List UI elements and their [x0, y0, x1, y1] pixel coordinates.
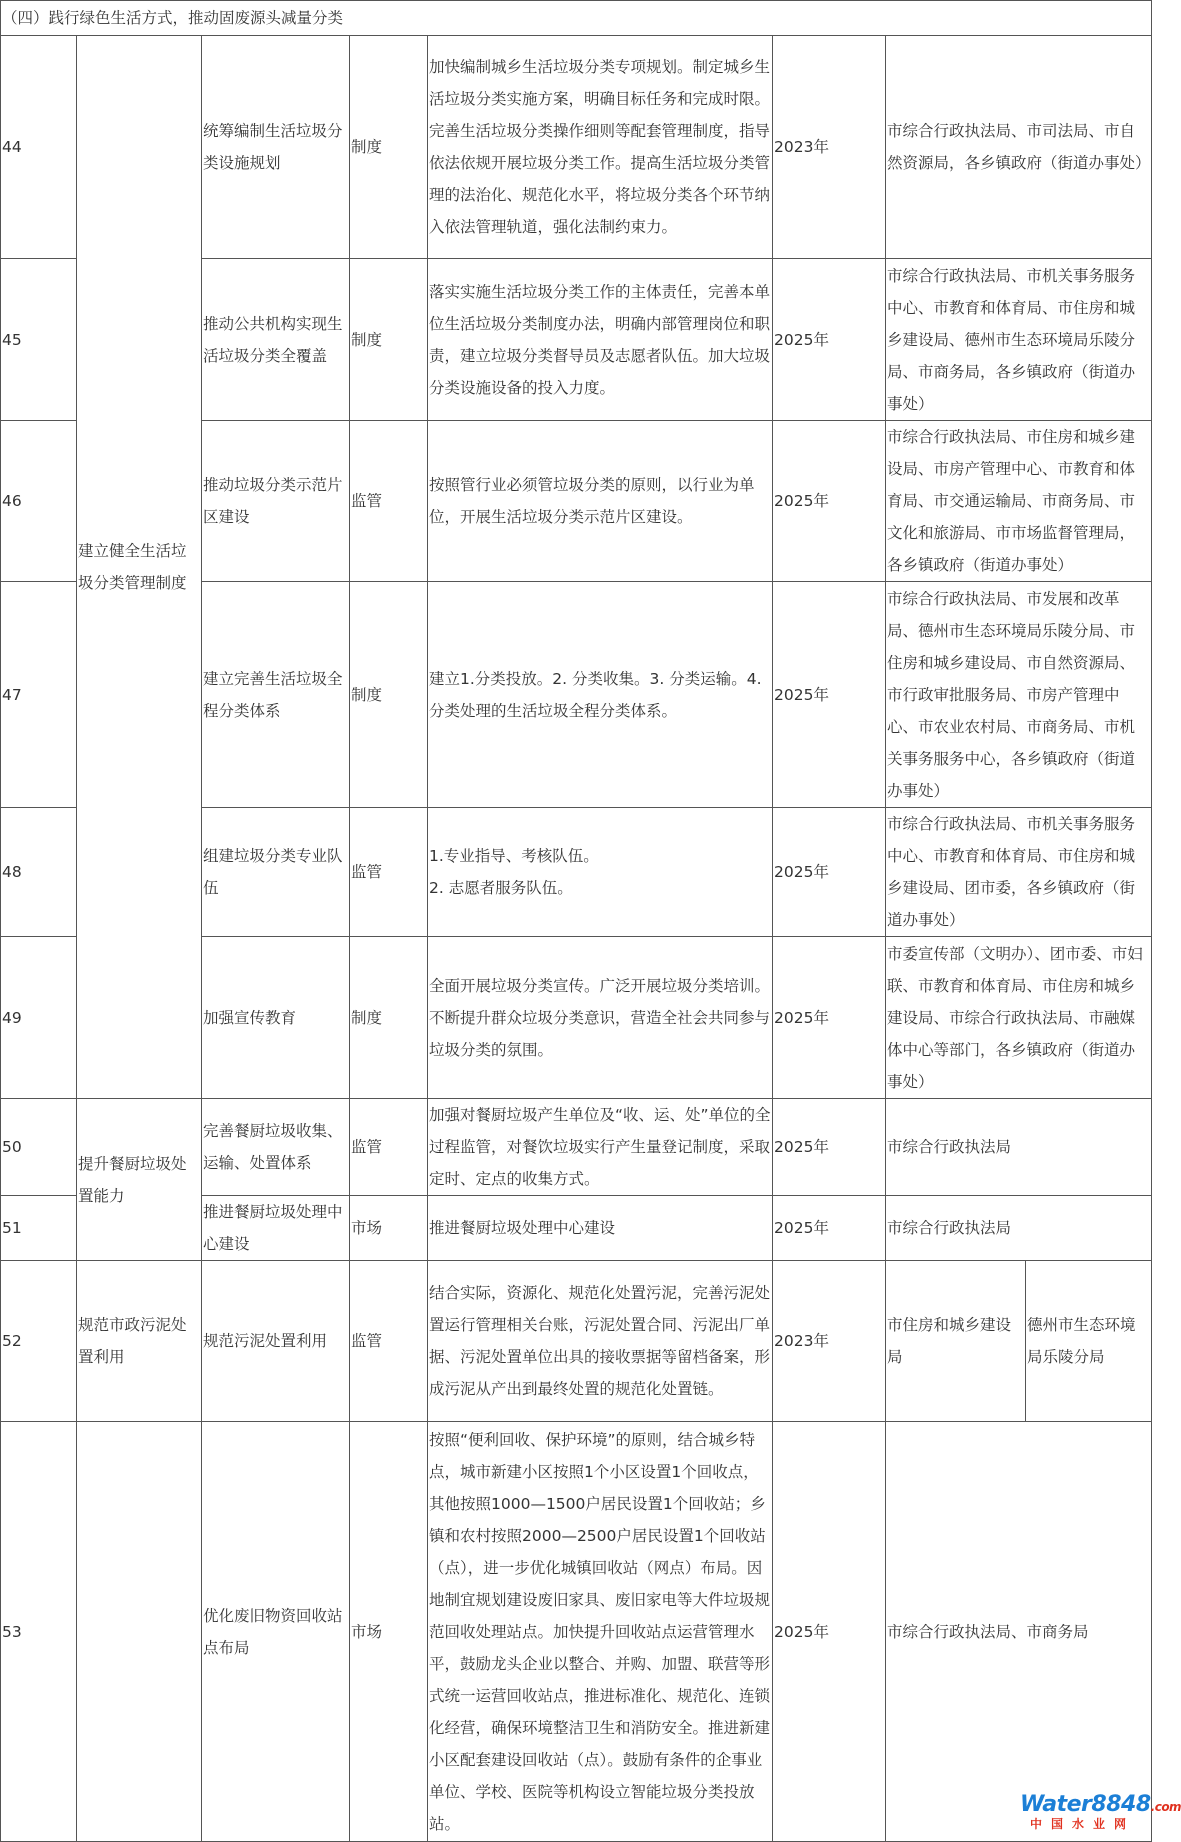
category-cell — [77, 1422, 202, 1842]
row-number: 50 — [1, 1099, 77, 1196]
year-cell: 2025年 — [773, 1422, 886, 1842]
row-number: 53 — [1, 1422, 77, 1842]
content-line: 2. 志愿者服务队伍。 — [429, 879, 573, 897]
type-cell: 制度 — [350, 36, 428, 259]
task-cell: 推动垃圾分类示范片区建设 — [202, 421, 350, 582]
year-cell: 2023年 — [773, 36, 886, 259]
departments-cell: 市委宣传部（文明办）、团市委、市妇联、市教育和体育局、市住房和城乡建设局、市综合行政执法局、市融媒体中心等部门，各乡镇政府（街道办事处） — [886, 937, 1152, 1099]
row-number: 46 — [1, 421, 77, 582]
category-cell: 提升餐厨垃圾处置能力 — [77, 1099, 202, 1261]
task-cell: 优化废旧物资回收站点布局 — [202, 1422, 350, 1842]
content-cell: 推进餐厨垃圾处理中心建设 — [428, 1196, 773, 1261]
task-cell: 完善餐厨垃圾收集、运输、处置体系 — [202, 1099, 350, 1196]
departments-cell: 市综合行政执法局、市发展和改革局、德州市生态环境局乐陵分局、市住房和城乡建设局、市自然资源局、市行政审批服务局、市房产管理中心、市农业农村局、市商务局、市机关事务服务中心，各乡镇政府（街道办事处） — [886, 582, 1152, 808]
row-number: 48 — [1, 808, 77, 937]
departments-cell: 市综合行政执法局、市商务局 — [886, 1422, 1152, 1842]
departments-cell: 市综合行政执法局、市司法局、市自然资源局，各乡镇政府（街道办事处） — [886, 36, 1152, 259]
departments-cell: 市住房和城乡建设局 — [886, 1261, 1026, 1422]
content-cell: 全面开展垃圾分类宣传。广泛开展垃圾分类培训。不断提升群众垃圾分类意识，营造全社会共同参与垃圾分类的氛围。 — [428, 937, 773, 1099]
watermark-brand: Water8848.com — [1020, 1792, 1181, 1817]
type-cell: 制度 — [350, 582, 428, 808]
category-cell: 规范市政污泥处置利用 — [77, 1261, 202, 1422]
type-cell: 市场 — [350, 1422, 428, 1842]
task-cell: 组建垃圾分类专业队伍 — [202, 808, 350, 937]
row-number: 47 — [1, 582, 77, 808]
year-cell: 2025年 — [773, 259, 886, 421]
task-cell: 统筹编制生活垃圾分类设施规划 — [202, 36, 350, 259]
year-cell: 2025年 — [773, 1099, 886, 1196]
content-cell: 按照管行业必须管垃圾分类的原则，以行业为单位，开展生活垃圾分类示范片区建设。 — [428, 421, 773, 582]
task-cell: 加强宣传教育 — [202, 937, 350, 1099]
task-cell: 建立完善生活垃圾全程分类体系 — [202, 582, 350, 808]
type-cell: 监管 — [350, 1261, 428, 1422]
task-cell: 推动公共机构实现生活垃圾分类全覆盖 — [202, 259, 350, 421]
row-number: 52 — [1, 1261, 77, 1422]
content-cell — [428, 808, 773, 937]
content-cell: 建立1.分类投放。2. 分类收集。3. 分类运输。4. 分类处理的生活垃圾全程分类体系。 — [428, 582, 773, 808]
content-cell: 落实实施生活垃圾分类工作的主体责任，完善本单位生活垃圾分类制度办法，明确内部管理岗位和职责，建立垃圾分类督导员及志愿者队伍。加大垃圾分类设施设备的投入力度。 — [428, 259, 773, 421]
table-row — [1, 36, 1152, 259]
table-row — [1, 1099, 1152, 1196]
year-cell: 2025年 — [773, 582, 886, 808]
row-number: 51 — [1, 1196, 77, 1261]
watermark-logo — [1020, 1792, 1181, 1832]
year-cell: 2025年 — [773, 1196, 886, 1261]
row-number: 49 — [1, 937, 77, 1099]
table-row — [1, 1261, 1152, 1422]
year-cell: 2025年 — [773, 808, 886, 937]
departments-cell: 市综合行政执法局、市住房和城乡建设局、市房产管理中心、市教育和体育局、市交通运输局、市商务局、市文化和旅游局、市市场监督管理局，各乡镇政府（街道办事处） — [886, 421, 1152, 582]
departments-cell: 市综合行政执法局、市机关事务服务中心、市教育和体育局、市住房和城乡建设局、团市委，各乡镇政府（街道办事处） — [886, 808, 1152, 937]
departments-cell: 市综合行政执法局、市机关事务服务中心、市教育和体育局、市住房和城乡建设局、德州市生态环境局乐陵分局、市商务局，各乡镇政府（街道办事处） — [886, 259, 1152, 421]
content-line: 1.专业指导、考核队伍。 — [429, 847, 599, 865]
type-cell: 监管 — [350, 421, 428, 582]
type-cell: 制度 — [350, 259, 428, 421]
type-cell: 制度 — [350, 937, 428, 1099]
task-cell: 规范污泥处置利用 — [202, 1261, 350, 1422]
type-cell: 监管 — [350, 808, 428, 937]
departments-cell: 市综合行政执法局 — [886, 1196, 1152, 1261]
content-cell: 加强对餐厨垃圾产生单位及“收、运、处”单位的全过程监管，对餐饮垃圾实行产生量登记制度，采取定时、定点的收集方式。 — [428, 1099, 773, 1196]
departments-cell: 市综合行政执法局 — [886, 1099, 1152, 1196]
year-cell: 2023年 — [773, 1261, 886, 1422]
content-cell: 结合实际，资源化、规范化处置污泥，完善污泥处置运行管理相关台账，污泥处置合同、污泥出厂单据、污泥处置单位出具的接收票据等留档备案，形成污泥从产出到最终处置的规范化处置链。 — [428, 1261, 773, 1422]
content-cell: 按照“便利回收、保护环境”的原则，结合城乡特点，城市新建小区按照1个小区设置1个回收点，其他按照1000—1500户居民设置1个回收站；乡镇和农村按照2000—2500户居民设置1个回收站（点），进一步优化城镇回收站（网点）布局。因地制宜规划建设废旧家具、废旧家电等大件垃圾规范回收处理站点。加快提升回收站点运营管理水平，鼓励龙头企业以整合、并购、加盟、联营等形式统一运营回收站点，推进标准化、规范化、连锁化经营，确保环境整洁卫生和消防安全。推进新建小区配套建设回收站（点）。鼓励有条件的企事业单位、学校、医院等机构设立智能垃圾分类投放站。 — [428, 1422, 773, 1842]
row-number: 44 — [1, 36, 77, 259]
year-cell: 2025年 — [773, 937, 886, 1099]
section-title: （四）践行绿色生活方式，推动固废源头减量分类 — [1, 1, 1152, 36]
table-row — [1, 1422, 1152, 1842]
watermark-cn: 中国水业网 — [1029, 1817, 1135, 1831]
departments-extra-cell: 德州市生态环境局乐陵分局 — [1026, 1261, 1152, 1422]
section-header-row — [1, 1, 1152, 36]
type-cell: 市场 — [350, 1196, 428, 1261]
year-cell: 2025年 — [773, 421, 886, 582]
task-cell: 推进餐厨垃圾处理中心建设 — [202, 1196, 350, 1261]
category-cell: 建立健全生活垃圾分类管理制度 — [77, 36, 202, 1099]
type-cell: 监管 — [350, 1099, 428, 1196]
row-number: 45 — [1, 259, 77, 421]
content-cell: 加快编制城乡生活垃圾分类专项规划。制定城乡生活垃圾分类实施方案，明确目标任务和完成时限。完善生活垃圾分类操作细则等配套管理制度，指导依法依规开展垃圾分类工作。提高生活垃圾分类管理的法治化、规范化水平，将垃圾分类各个环节纳入依法管理轨道，强化法制约束力。 — [428, 36, 773, 259]
